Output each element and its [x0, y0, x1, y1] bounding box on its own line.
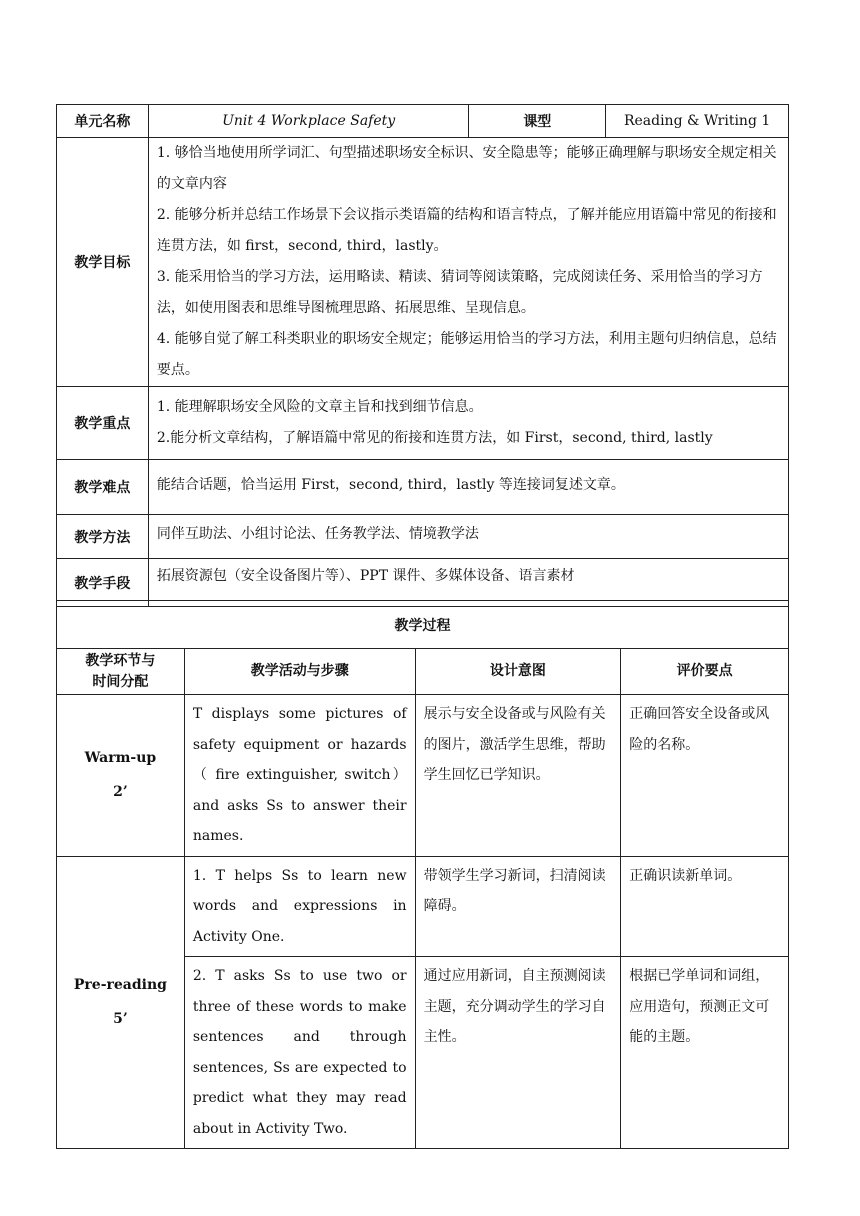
difficulty-value: 能结合话题，恰当运用 First，second, third，lastly 等连接词复述文章。 [148, 460, 788, 515]
goal-item: 2. 能够分析并总结工作场景下会议指示类语篇的结构和语言特点，了解并能应用语篇中常见的衔接和连贯方法，如 first，second, third，lastly。 [156, 207, 777, 254]
process-col-evaluation: 评价要点 [621, 649, 789, 695]
lesson-type-value: Reading & Writing 1 [606, 105, 789, 138]
difficulty-label: 教学难点 [57, 460, 149, 515]
key-points-label: 教学重点 [57, 387, 149, 460]
process-col-activity: 教学活动与步骤 [184, 649, 415, 695]
key-point-item: 1. 能理解职场安全风险的文章主旨和找到细节信息。 [156, 399, 483, 415]
means-value: 拓展资源包（安全设备图片等）、PPT 课件、多媒体设备、语言素材 [148, 559, 788, 607]
warmup-phase-time: 2’ [113, 784, 128, 801]
goals-content [148, 138, 788, 387]
prereading-phase-name: Pre-reading [73, 977, 167, 994]
goal-item: 3. 能采用恰当的学习方法，运用略读、精读、猜词等阅读策略，完成阅读任务、采用恰当的学习方法，如使用图表和思维导图梳理思路、拓展思维、呈现信息。 [156, 269, 763, 316]
key-points-content [148, 387, 788, 460]
means-label: 教学手段 [57, 559, 149, 607]
warmup-intent: 展示与安全设备或与风险有关的图片，激活学生思维，帮助学生回忆已学知识。 [415, 695, 621, 857]
lesson-type-label: 课型 [469, 105, 606, 138]
unit-name-value: Unit 4 Workplace Safety [148, 105, 469, 138]
teaching-process-table [56, 600, 789, 1149]
process-title: 教学过程 [57, 601, 789, 649]
process-col-intent: 设计意图 [415, 649, 621, 695]
prereading-evaluation-2: 根据已学单词和词组，应用造句，预测正文可能的主题。 [621, 957, 789, 1149]
prereading-activity-1: 1. T helps Ss to learn new words and expressions in Activity One. [184, 856, 415, 957]
process-col-phase [57, 649, 185, 695]
prereading-phase [57, 856, 185, 1149]
goal-item: 4. 能够自觉了解工科类职业的职场安全规定；能够运用恰当的学习方法，利用主题句归纳信息，总结要点。 [156, 331, 777, 378]
warmup-activity: T displays some pictures of safety equipment or hazards （ fire extinguisher, switch）and asks Ss to answer their names. [184, 695, 415, 857]
unit-name-label: 单元名称 [57, 105, 149, 138]
warmup-phase [57, 695, 185, 857]
prereading-evaluation-1: 正确识读新单词。 [621, 856, 789, 957]
prereading-phase-time: 5’ [113, 1011, 128, 1028]
goals-label: 教学目标 [57, 138, 149, 387]
prereading-intent-1: 带领学生学习新词，扫清阅读障碍。 [415, 856, 621, 957]
col-phase-line2: 时间分配 [92, 673, 149, 690]
methods-value: 同伴互助法、小组讨论法、任务教学法、情境教学法 [148, 515, 788, 559]
prereading-activity-2: 2. T asks Ss to use two or three of these words to make sentences and through sentences, Ss are expected to predict what they may read about in Activity Two. [184, 957, 415, 1149]
warmup-phase-name: Warm-up [84, 750, 157, 767]
goal-item: 1. 够恰当地使用所学词汇、句型描述职场安全标识、安全隐患等；能够正确理解与职场安全规定相关的文章内容 [156, 145, 777, 192]
key-point-item: 2.能分析文章结构，了解语篇中常见的衔接和连贯方法，如 First，second, third, lastly [156, 430, 713, 446]
col-phase-line1: 教学环节与 [85, 652, 156, 669]
prereading-intent-2: 通过应用新词，自主预测阅读主题，充分调动学生的学习自主性。 [415, 957, 621, 1149]
warmup-evaluation: 正确回答安全设备或风险的名称。 [621, 695, 789, 857]
lesson-info-table [56, 104, 789, 607]
methods-label: 教学方法 [57, 515, 149, 559]
